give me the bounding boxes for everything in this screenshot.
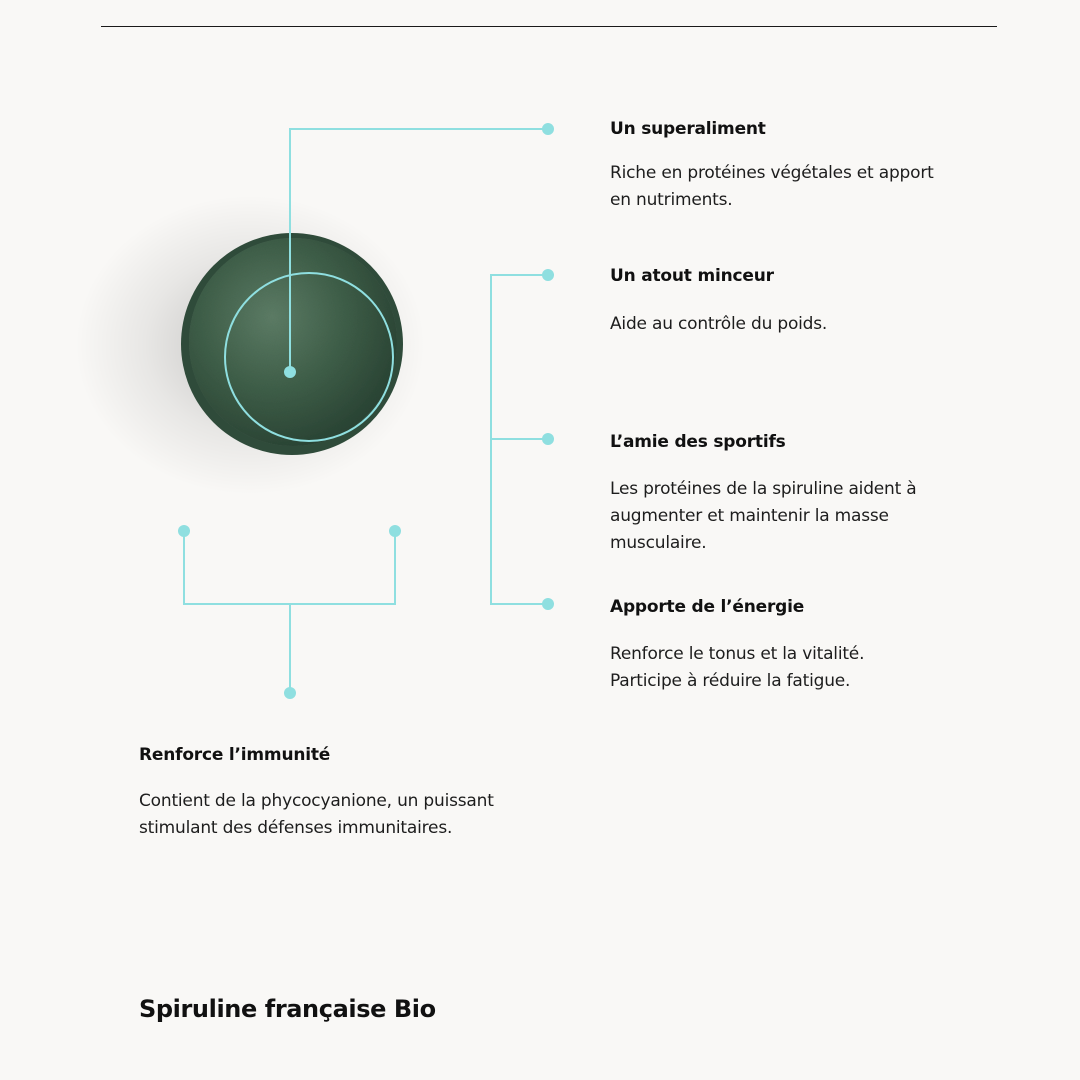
dot-minceur	[542, 269, 554, 281]
dot-bracket-right	[389, 525, 401, 537]
feature-description-line: Renforce le tonus et la vitalité.	[610, 644, 865, 664]
feature-description-line: augmenter et maintenir la masse	[610, 506, 889, 526]
feature-title: Un superaliment	[610, 119, 766, 139]
feature-title: L’amie des sportifs	[610, 432, 786, 452]
connector-bracket-bottom	[184, 531, 395, 604]
dot-sportifs	[542, 433, 554, 445]
feature-title: Apporte de l’énergie	[610, 597, 805, 617]
feature-description-line: en nutriments.	[610, 190, 733, 210]
feature-energie	[610, 596, 980, 695]
feature-sportifs	[610, 431, 980, 557]
dot-energie	[542, 598, 554, 610]
tablet-face	[189, 238, 397, 446]
dot-superaliment	[542, 123, 554, 135]
dot-immunite	[284, 687, 296, 699]
feature-description-line: Contient de la phycocyanione, un puissant	[139, 791, 494, 811]
feature-superaliment	[610, 118, 980, 214]
spirulina-tablet-image	[75, 195, 425, 495]
feature-minceur	[610, 265, 980, 338]
feature-description-line: musculaire.	[610, 533, 707, 553]
feature-immunite	[139, 744, 559, 842]
dot-bracket-left	[178, 525, 190, 537]
feature-title: Renforce l’immunité	[139, 745, 331, 765]
feature-title: Un atout minceur	[610, 266, 774, 286]
feature-description-line: Participe à réduire la fatigue.	[610, 671, 851, 691]
feature-description-line: Les protéines de la spiruline aident à	[610, 479, 917, 499]
feature-description-line: stimulant des défenses immunitaires.	[139, 818, 453, 838]
dot-tablet-center	[284, 366, 296, 378]
feature-description-line: Aide au contrôle du poids.	[610, 314, 828, 334]
feature-description-line: Riche en protéines végétales et apport	[610, 163, 934, 183]
product-title: Spiruline française Bio	[139, 995, 436, 1023]
